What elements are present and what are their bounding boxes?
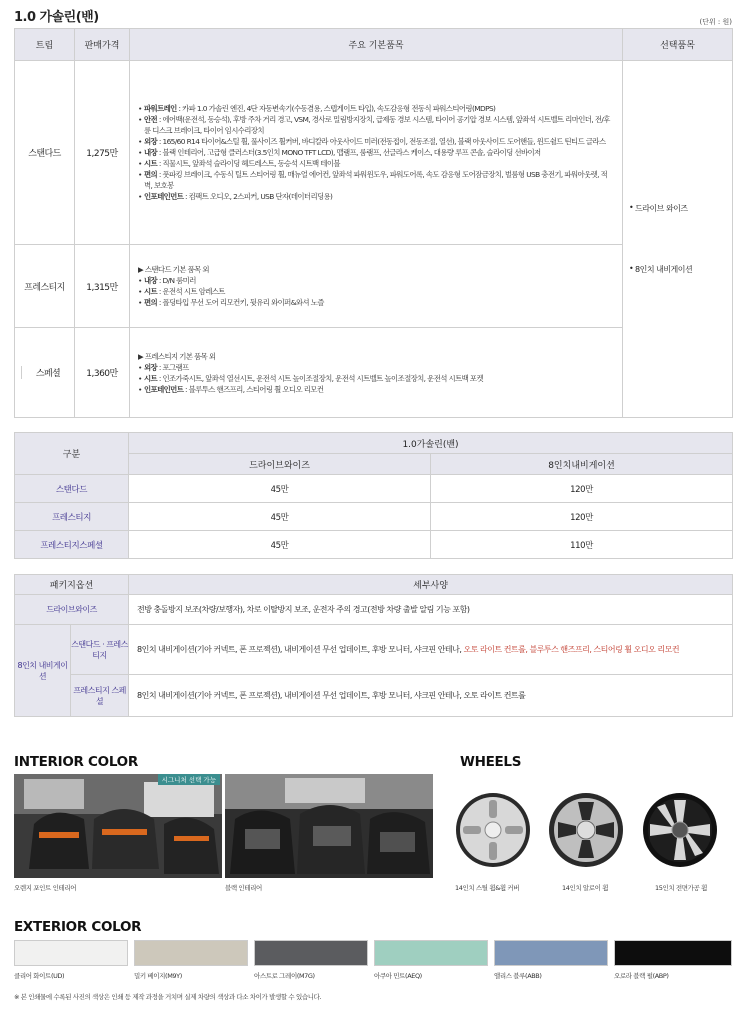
cell-value: 45만 (129, 531, 431, 559)
swatch-aqua-mint (374, 940, 488, 966)
price-prestige: 1,315만 (75, 245, 130, 328)
exterior-title: EXTERIOR COLOR (14, 919, 142, 935)
header-detail: 세부사양 (129, 575, 733, 595)
swatch-astro-gray (254, 940, 368, 966)
option-drive-wise: • 드라이브 와이즈 (629, 203, 726, 214)
feature-line: • 외장 : 포그램프 (138, 362, 614, 373)
feature-line: • 인포테인먼트 : 컴팩트 오디오, 2스피커, USB 단자(데이터리딩용) (138, 191, 614, 202)
desc-navigation-2: 8인치 내비게이션(기아 커넥트, 폰 프로젝션), 내비게이션 무선 업데이트, 후방 모니터, 샤크핀 안테나, 오토 라이트 컨트롤 (129, 675, 733, 717)
feature-line: • 편의 : 풋파킹 브레이크, 수동식 틸트 스티어링 휠, 매뉴얼 에어컨, 앞좌석 파워윈도우, 파워도어록, 속도 감응형 도어잠금장치, 벌룸형 USB 충전기, 파워아웃렛, 적벽, 보호봉 (138, 169, 614, 191)
header-group: 1.0가솔린(밴) (129, 433, 733, 454)
wheel-steel-cover (455, 792, 531, 872)
row-label: 프레스티지스페셜 (15, 531, 129, 559)
wheel-caption-1: 14인치 스틸 휠&휠 커버 (455, 884, 520, 892)
trim-table (14, 28, 733, 418)
sub-standard-prestige: 스탠다드 · 프레스티지 (71, 625, 129, 675)
feature-line: • 파워트레인 : 카파 1.0 가솔린 엔진, 4단 자동변속기(수동겸용, 스텝게이트 타입), 속도감응형 전동식 파워스티어링(MDPS) (138, 103, 614, 114)
option-navigation: • 8인치 내비게이션 (629, 264, 726, 275)
header-price: 판매가격 (75, 29, 130, 61)
swatch-clear-white (14, 940, 128, 966)
page-title: 1.0 가솔린(밴) (14, 10, 99, 25)
interior-caption-1: 오렌지 포인트 인테리어 (14, 884, 77, 892)
unit-label: (단위 : 원) (699, 18, 732, 26)
header-drive-wise: 드라이브와이즈 (129, 454, 431, 475)
features-prestige (130, 245, 623, 328)
header-navigation: 8인치내비게이션 (431, 454, 733, 475)
header-features: 주요 기본품목 (130, 29, 623, 61)
price-special: 1,360만 (75, 328, 130, 418)
swatch-milky-beige (134, 940, 248, 966)
feature-line: • 내장 : D/N 룸미러 (138, 275, 614, 286)
trim-standard: 스탠다드 (15, 61, 75, 245)
desc-drive-wise: 전방 충돌방지 보조(차량/보행자), 차로 이탈방지 보조, 운전자 주의 경고(전방 차량 출발 알림 기능 포함) (129, 595, 733, 625)
trim-special-cell (15, 328, 75, 418)
swatch-alice-blue (494, 940, 608, 966)
feature-line: • 외장 : 165/60 R14 타이어&스틸 휠, 풀사이즈 휠커버, 바디칼라 아웃사이드 미러(전동접이, 전동조절, 열선), 블랙 아웃사이드 도어핸들, 윈드쉴드 틴티드 글라스 (138, 136, 614, 147)
header-trim: 트림 (15, 29, 75, 61)
cell-value: 45만 (129, 503, 431, 531)
feature-line: • 시트 : 운전석 시트 암레스트 (138, 286, 614, 297)
trim-prestige: 프레스티지 (15, 245, 75, 328)
interior-photo-orange (14, 774, 222, 878)
feature-heading: ▶ 스탠다드 기본 품목 외 (138, 265, 209, 274)
option-price-table (14, 432, 733, 559)
row-navigation: 8인치 내비게이션 (15, 625, 71, 717)
row-label: 스탠다드 (15, 475, 129, 503)
interior-photo-black (225, 774, 433, 878)
price-standard: 1,275만 (75, 61, 130, 245)
options-cell (623, 61, 733, 418)
interior-caption-2: 블랙 인테리어 (225, 884, 262, 892)
header-options: 선택품목 (623, 29, 733, 61)
row-drive-wise: 드라이브와이즈 (15, 595, 129, 625)
features-standard (130, 61, 623, 245)
features-special (130, 328, 623, 418)
row-label: 프레스티지 (15, 503, 129, 531)
swatch-caption: 아쿠아 민트(AEQ) (374, 972, 422, 980)
feature-line: • 안전 : 에어백(운전석, 동승석), 후방 주차 거리 경고, VSM, 경사로 밀림방지장치, 급제동 경보 시스템, 타이어 공기압 경보 시스템, 앞좌석 시트벨트 리마인더, 전/후륜 디스크 브레이크, 타이어 임시수리장치 (138, 114, 614, 136)
cell-value: 45만 (129, 475, 431, 503)
swatch-aurora-black (614, 940, 732, 966)
feature-line: • 내장 : 블랙 인테리어, 고급형 클러스터(3.5인치 MONO TFT LCD), 맵램프, 룸램프, 선글라스 케이스, 대용량 루프 콘솔, 슬라이딩 선바이저 (138, 147, 614, 158)
header-category: 구분 (15, 433, 129, 475)
wheel-caption-3: 15인치 전면가공 휠 (655, 884, 707, 892)
feature-line: • 인포테인먼트 : 블루투스 핸즈프리, 스티어링 휠 오디오 리모컨 (138, 384, 614, 395)
wheel-alloy (548, 792, 624, 872)
swatch-caption: 앨리스 블루(ABB) (494, 972, 542, 980)
wheel-machined (642, 792, 718, 872)
package-table (14, 574, 733, 717)
feature-heading: ▶ 프레스티지 기본 품목 외 (138, 351, 216, 361)
desc-navigation-1: 8인치 내비게이션(기아 커넥트, 폰 프로젝션), 내비게이션 무선 업데이트, 후방 모니터, 샤크핀 안테나, 오토 라이트 컨트롤, 블루투스 핸즈프리, 스티어링 휠 오디오 리모컨 (129, 625, 733, 675)
interior-title: INTERIOR COLOR (14, 754, 138, 770)
cell-value: 120만 (431, 503, 733, 531)
wheels-title: WHEELS (460, 754, 522, 770)
cell-value: 110만 (431, 531, 733, 559)
disclaimer-note: ※ 본 인쇄물에 수록된 사진의 색상은 인쇄 등 제작 과정을 거치며 실제 차량의 색상과 다소 차이가 발생할 수 있습니다. (14, 993, 322, 1001)
wheel-caption-2: 14인치 알로이 휠 (562, 884, 609, 892)
cell-value: 120만 (431, 475, 733, 503)
swatch-caption: 오로라 블랙 펄(ABP) (614, 972, 669, 980)
feature-line: • 시트 : 인조가죽시트, 앞좌석 열선시트, 운전석 시트 높이조절장치, 운전석 시트벨트 높이조절장치, 운전석 시트백 포켓 (138, 373, 614, 384)
sub-prestige-special: 프레스티지 스페셜 (71, 675, 129, 717)
header-package: 패키지옵션 (15, 575, 129, 595)
feature-line: • 시트 : 직물시트, 앞좌석 슬라이딩 헤드레스트, 동승석 시트백 테이블 (138, 158, 614, 169)
signature-badge: 시그니처 선택 가능 (158, 774, 220, 785)
trim-special: 스페셜 (21, 366, 74, 379)
feature-line: • 편의 : 폴딩타입 무선 도어 리모컨키, 뒷유리 와이퍼&와셔 노즐 (138, 297, 614, 308)
swatch-caption: 클리어 화이트(UD) (14, 972, 65, 980)
swatch-caption: 밀키 베이지(M9Y) (134, 972, 182, 980)
swatch-caption: 아스트로 그레이(M7G) (254, 972, 315, 980)
